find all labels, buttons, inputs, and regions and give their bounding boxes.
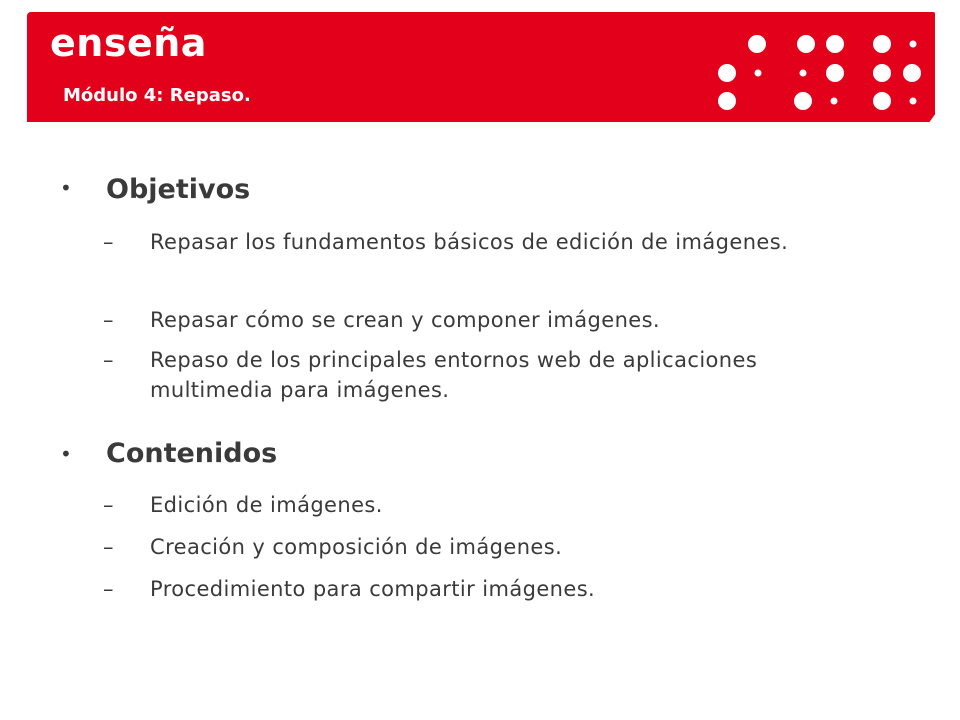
brand-logo-text: enseña — [50, 21, 207, 65]
section-bullet: • — [60, 176, 72, 200]
dash-marker: – — [103, 348, 114, 372]
list-item: Repasar cómo se crean y componer imágenes. — [150, 308, 661, 332]
section-title-contenidos: Contenidos — [106, 438, 278, 469]
list-item: Repasar los fundamentos básicos de edición de imágenes. — [150, 230, 789, 254]
module-subtitle: Módulo 4: Repaso. — [63, 85, 251, 106]
section-title-objetivos: Objetivos — [106, 174, 251, 205]
list-item: Repaso de los principales entornos web de aplicaciones multimedia para imágenes. — [150, 348, 758, 402]
dash-marker: – — [103, 577, 114, 601]
list-item: Procedimiento para compartir imágenes. — [150, 577, 596, 601]
dash-marker: – — [103, 308, 114, 332]
section-bullet: • — [60, 442, 72, 466]
list-item: Edición de imágenes. — [150, 493, 383, 517]
list-item: Creación y composición de imágenes. — [150, 535, 563, 559]
dash-marker: – — [103, 493, 114, 517]
dash-marker: – — [103, 230, 114, 254]
dash-marker: – — [103, 535, 114, 559]
